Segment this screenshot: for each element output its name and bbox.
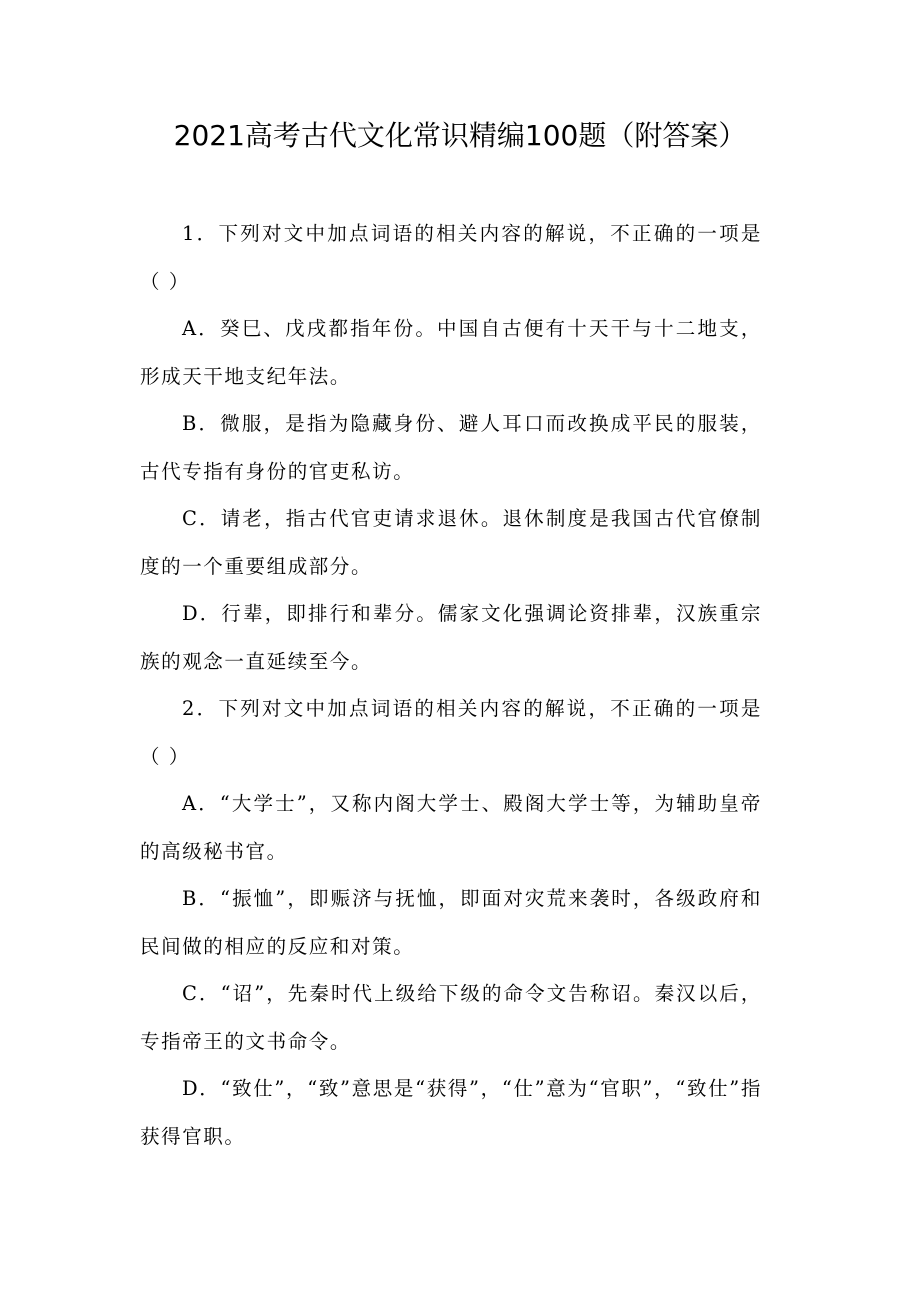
document-body — [140, 210, 762, 1160]
question-1-option-c: C．请老，指古代官吏请求退休。退休制度是我国古代官僚制度的一个重要组成部分。 — [140, 507, 762, 578]
question-1-option-b: B．微服，是指为隐藏身份、避人耳口而改换成平民的服装，古代专指有身份的官吏私访。 — [140, 412, 762, 483]
question-1-option-d: D．行辈，即排行和辈分。儒家文化强调论资排辈，汉族重宗族的观念一直延续至今。 — [140, 602, 762, 673]
question-1-stem: 1．下列对文中加点词语的相关内容的解说，不正确的一项是（ ） — [140, 222, 762, 293]
question-2-option-c: C．“诏”，先秦时代上级给下级的命令文告称诏。秦汉以后，专指帝王的文书命令。 — [140, 982, 762, 1053]
document-title: 2021高考古代文化常识精编100题（附答案） — [173, 119, 747, 152]
question-2-option-b: B．“振恤”，即赈济与抚恤，即面对灾荒来袭时，各级政府和民间做的相应的反应和对策。 — [140, 887, 762, 958]
question-2-option-d: D．“致仕”，“致”意思是“获得”，“仕”意为“官职”，“致仕”指获得官职。 — [140, 1077, 762, 1148]
question-1-option-a: A．癸巳、戊戌都指年份。中国自古便有十天干与十二地支，形成天干地支纪年法。 — [140, 317, 762, 388]
question-2-option-a: A．“大学士”，又称内阁大学士、殿阁大学士等，为辅助皇帝的高级秘书官。 — [140, 792, 762, 863]
question-2-stem: 2．下列对文中加点词语的相关内容的解说，不正确的一项是（ ） — [140, 697, 762, 768]
